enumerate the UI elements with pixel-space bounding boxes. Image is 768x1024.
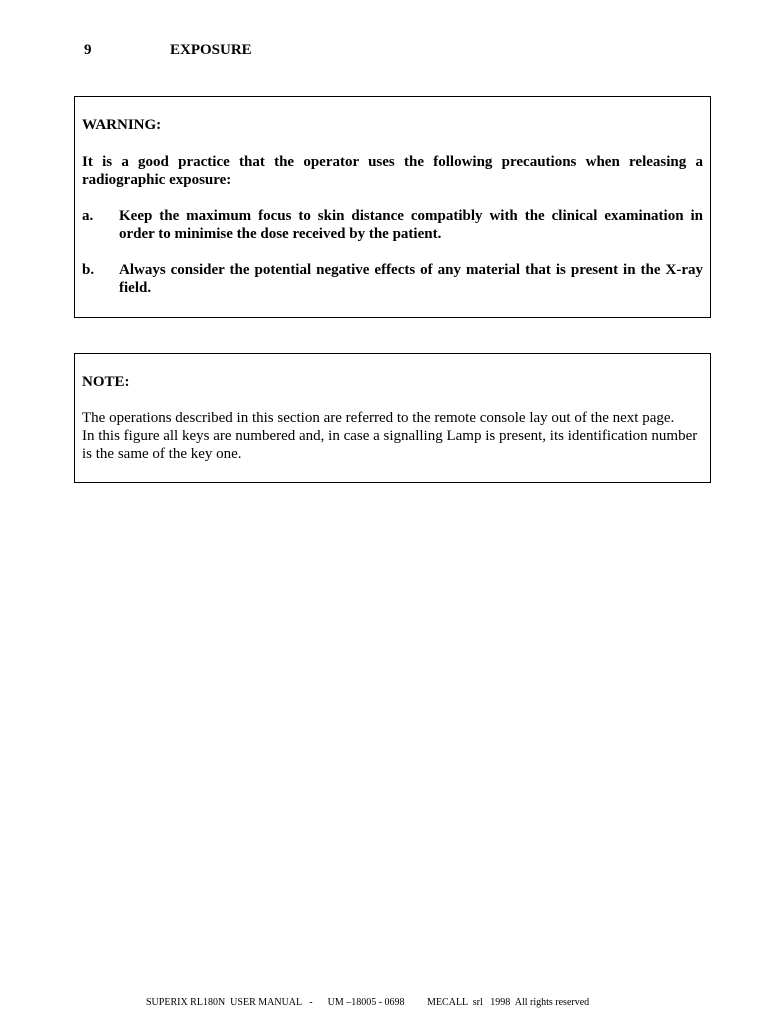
warning-intro: It is a good practice that the operator uses the following precautions when releasing a radiographic exposure: bbox=[82, 154, 703, 188]
note-line: The operations described in this section are referred to the remote console lay out of the next page. bbox=[82, 410, 675, 426]
note-box bbox=[74, 353, 711, 483]
item-marker: a. bbox=[82, 208, 94, 224]
footer-manual: SUPERIX RL180N USER MANUAL - bbox=[146, 997, 313, 1008]
section-title: EXPOSURE bbox=[170, 42, 252, 58]
footer-code: UM –18005 - 0698 bbox=[327, 997, 405, 1008]
note-text bbox=[82, 409, 703, 463]
footer-copyright: MECALL srl 1998 All rights reserved bbox=[427, 997, 590, 1008]
section-number: 9 bbox=[84, 42, 92, 58]
page-footer bbox=[146, 997, 589, 1008]
item-text: Always consider the potential negative effects of any material that is present in the X-ray field. bbox=[119, 262, 703, 296]
warning-item-b bbox=[82, 261, 703, 297]
warning-box bbox=[74, 96, 711, 318]
warning-title: WARNING: bbox=[82, 117, 162, 133]
item-text: Keep the maximum focus to skin distance compatibly with the clinical examination in order to minimise the dose received by the patient. bbox=[119, 208, 703, 242]
note-title: NOTE: bbox=[82, 374, 130, 390]
item-marker: b. bbox=[82, 262, 95, 278]
warning-item-a bbox=[82, 207, 703, 243]
note-line: In this figure all keys are numbered and, in case a signalling Lamp is present, its identification number is the same of the key one. bbox=[82, 428, 698, 462]
